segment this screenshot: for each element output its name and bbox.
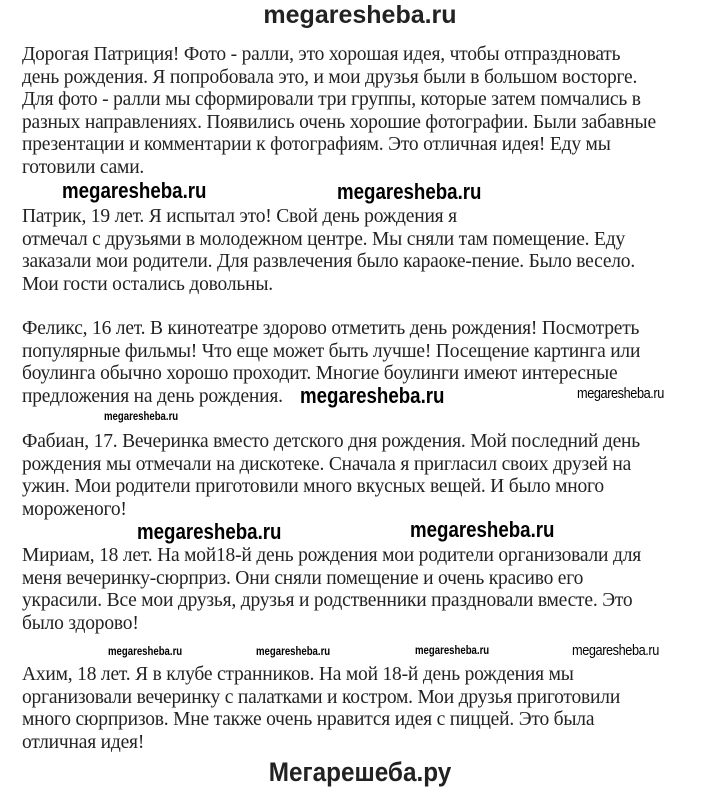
watermark: megaresheba.ru	[256, 644, 331, 658]
text-line: предложения на день рождения.	[22, 385, 283, 407]
text-line: заказали мои родители. Для развлечения было караоке-пение. Было весело.	[22, 251, 636, 272]
watermark: megaresheba.ru	[108, 644, 183, 658]
text-line: готовили сами.	[22, 156, 145, 178]
text-line: Для фото - ралли мы сформировали три группы, которые затем помчались в	[22, 89, 641, 110]
watermark: megaresheba.ru	[577, 385, 664, 402]
site-header-watermark: megaresheba.ru	[263, 1, 457, 29]
watermark: megaresheba.ru	[337, 179, 482, 204]
text-line: Дорогая Патриция! Фото - ралли, это хорошая идея, чтобы отпраздновать	[22, 44, 621, 65]
site-footer-watermark: Мегарешеба.ру	[268, 757, 452, 787]
text-line: было здорово!	[22, 612, 139, 634]
watermark: megaresheba.ru	[137, 519, 282, 544]
paragraph-patrick	[22, 206, 635, 296]
watermark: megaresheba.ru	[572, 642, 659, 659]
text-line: Феликс, 16 лет. В кинотеатре здорово отметить день рождения! Посмотреть	[22, 318, 640, 339]
text-line: Ахим, 18 лет. Я в клубе странников. На мой 18-й день рождения мы	[22, 664, 574, 685]
watermark: megaresheba.ru	[300, 383, 445, 408]
text-line: разных направлениях. Появились очень хорошие фотографии. Были забавные	[22, 111, 656, 133]
text-line: украсили. Все мои друзья, друзья и родственники праздновали вместе. Это	[22, 590, 633, 611]
watermark: megaresheba.ru	[104, 409, 179, 423]
text-line: презентации и комментарии к фотографиям. Это отличная идея! Еду мы	[22, 134, 611, 155]
text-line: ужин. Мои родители приготовили много вкусных вещей. И было много	[22, 476, 604, 497]
text-line: Мои гости остались довольны.	[22, 273, 273, 295]
text-line: день рождения. Я попробовала это, и мои друзья были в большом восторге.	[22, 66, 638, 88]
text-line: боулинга обычно хорошо проходит. Многие боулинги имеют интересные	[22, 363, 618, 384]
text-line: Патрик, 19 лет. Я испытал это! Свой день рождения я	[22, 206, 457, 227]
text-line: организовали вечеринку с палатками и костром. Мои друзья приготовили	[22, 686, 621, 708]
paragraph-letter	[22, 44, 656, 179]
text-line: отличная идея!	[22, 731, 145, 753]
watermark: megaresheba.ru	[410, 517, 555, 542]
text-line: много сюрпризов. Мне также очень нравится идея с пиццей. Это была	[22, 709, 595, 730]
text-line: отмечал с друзьями в молодежном центре. Мы сняли там помещение. Еду	[22, 228, 626, 250]
text-line: меня вечеринку-сюрприз. Они сняли помещение и очень красиво его	[22, 567, 584, 589]
paragraph-miriam	[22, 545, 641, 635]
paragraph-fabian	[22, 431, 640, 521]
watermark: megaresheba.ru	[415, 643, 490, 657]
text-line: рождения мы отмечали на дискотеке. Сначала я пригласил своих друзей на	[22, 453, 632, 475]
text-line: Мириам, 18 лет. На мой18-й день рождения мои родители организовали для	[22, 545, 641, 566]
paragraph-achim	[22, 664, 620, 754]
text-line: популярные фильмы! Что еще может быть лучше! Посещение картинга или	[22, 340, 641, 362]
text-line: мороженого!	[22, 498, 127, 520]
text-line: Фабиан, 17. Вечеринка вместо детского дня рождения. Мой последний день	[22, 431, 640, 452]
watermark: megaresheba.ru	[62, 178, 207, 203]
